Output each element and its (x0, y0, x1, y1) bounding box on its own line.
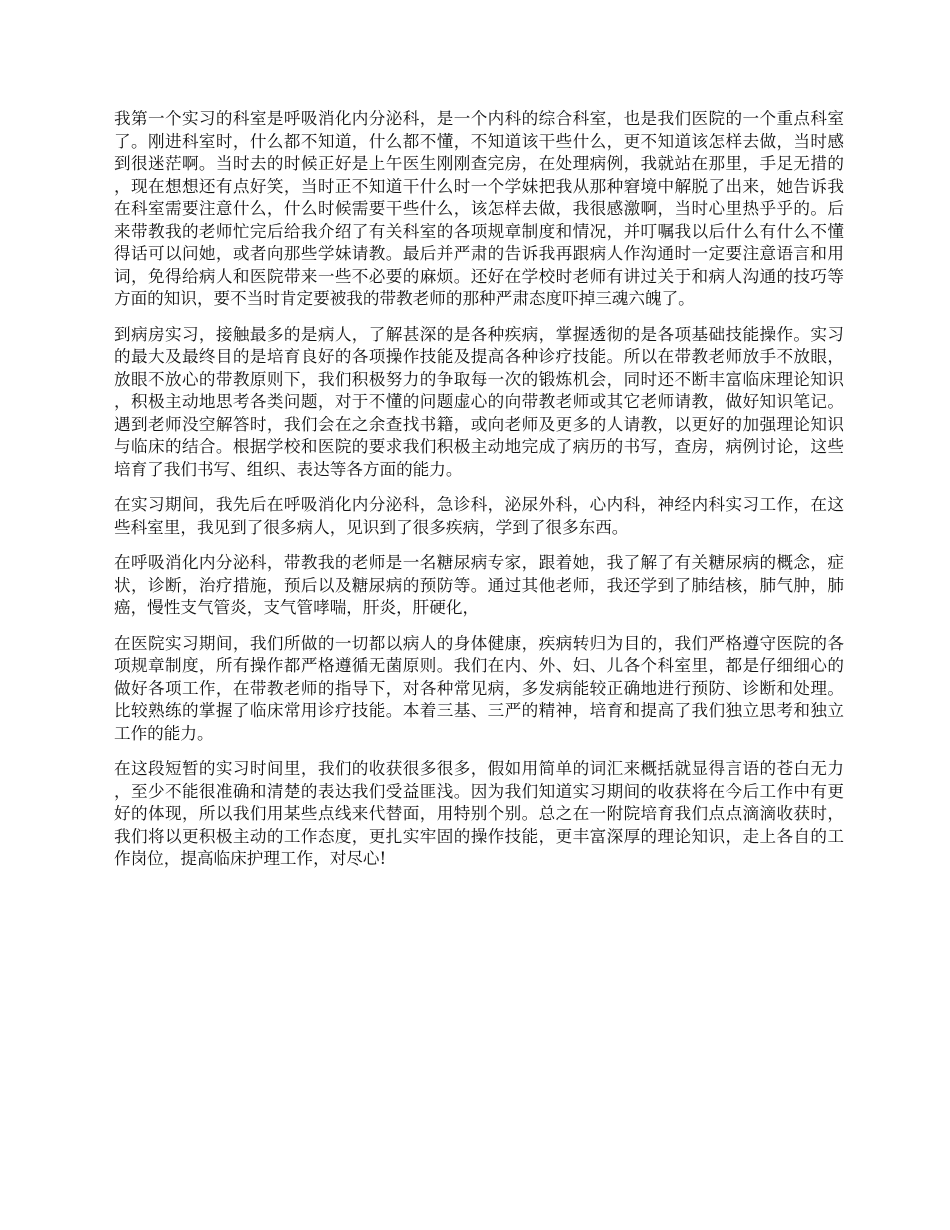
document-body (114, 108, 844, 884)
paragraph-4: 在呼吸消化内分泌科，带教我的老师是一名糖尿病专家，跟着她，我了解了有关糖尿病的概念，症状，诊断，治疗措施，预后以及糖尿病的预防等。通过其他老师，我还学到了肺结核，肺气肿，肺癌，慢性支气管炎，支气管哮喘，肝炎，肝硬化， (114, 553, 844, 617)
paragraph-6: 在这段短暂的实习时间里，我们的收获很多很多，假如用简单的词汇来概括就显得言语的苍白无力，至少不能很准确和清楚的表达我们受益匪浅。因为我们知道实习期间的收获将在今后工作中有更好的体现，所以我们用某些点线来代替面，用特别个别。总之在一附院培育我们点点滴滴收获时，我们将以更积极主动的工作态度，更扎实牢固的操作技能，更丰富深厚的理论知识，走上各自的工作岗位，提高临床护理工作，对尽心! (114, 759, 844, 868)
paragraph-1: 我第一个实习的科室是呼吸消化内分泌科，是一个内科的综合科室，也是我们医院的一个重点科室了。刚进科室时，什么都不知道，什么都不懂，不知道该干些什么，更不知道该怎样去做，当时感到很迷茫啊。当时去的时候正好是上午医生刚刚查完房，在处理病例，我就站在那里，手足无措的，现在想想还有点好笑，当时正不知道干什么时一个学妹把我从那种窘境中解脱了出来，她告诉我在科室需要注意什么，什么时候需要干些什么，该怎样去做，我很感激啊，当时心里热乎乎的。后来带教我的老师忙完后给我介绍了有关科室的各项规章制度和情况，并叮嘱我以后什么有什么不懂得话可以问她，或者向那些学妹请教。最后并严肃的告诉我再跟病人作沟通时一定要注意语言和用词，免得给病人和医院带来一些不必要的麻烦。还好在学校时老师有讲过关于和病人沟通的技巧等方面的知识，要不当时肯定要被我的带教老师的那种严肃态度吓掉三魂六魄了。 (114, 109, 844, 308)
paragraph-3: 在实习期间，我先后在呼吸消化内分泌科，急诊科，泌尿外科，心内科，神经内科实习工作，在这些科室里，我见到了很多病人，见识到了很多疾病，学到了很多东西。 (114, 495, 844, 537)
paragraph-2: 到病房实习，接触最多的是病人，了解甚深的是各种疾病，掌握透彻的是各项基础技能操作。实习的最大及最终目的是培育良好的各项操作技能及提高各种诊疗技能。所以在带教老师放手不放眼，放眼不放心的带教原则下，我们积极努力的争取每一次的锻炼机会，同时还不断丰富临床理论知识，积极主动地思考各类问题，对于不懂的问题虚心的向带教老师或其它老师请教，做好知识笔记。遇到老师没空解答时，我们会在之余查找书籍，或向老师及更多的人请教，以更好的加强理论知识与临床的结合。根据学校和医院的要求我们积极主动地完成了病历的书写，查房，病例讨论，这些培育了我们书写、组织、表达等各方面的能力。 (114, 324, 844, 479)
paragraph-5: 在医院实习期间，我们所做的一切都以病人的身体健康，疾病转归为目的，我们严格遵守医院的各项规章制度，所有操作都严格遵循无菌原则。我们在内、外、妇、儿各个科室里，都是仔细细心的做好各项工作，在带教老师的指导下，对各种常见病，多发病能较正确地进行预防、诊断和处理。比较熟练的掌握了临床常用诊疗技能。本着三基、三严的精神，培育和提高了我们独立思考和独立工作的能力。 (114, 633, 844, 743)
